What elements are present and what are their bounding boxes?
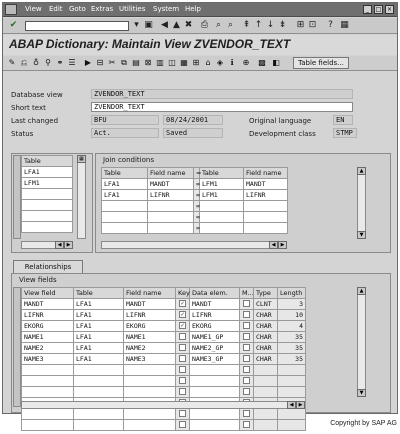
documentation-icon[interactable]: ◈ <box>216 58 224 67</box>
vf-view-field-cell[interactable] <box>22 365 74 376</box>
join-scroll-up-icon[interactable]: ▲ <box>357 167 366 175</box>
relationships-icon[interactable]: ⊞ <box>192 58 200 67</box>
last-changed-label: Last changed <box>11 117 59 125</box>
join-horizontal-scrollbar[interactable] <box>101 241 287 249</box>
vf-field-name-cell[interactable]: MANDT <box>124 299 176 310</box>
page-title: ABAP Dictionary: Maintain View ZVENDOR_TEXT <box>9 37 291 51</box>
join-eq-cell: = <box>194 201 200 212</box>
vf-data-elem-cell[interactable]: EKORG <box>190 321 240 332</box>
vf-col-key: Key <box>176 288 190 299</box>
join-col-field-name: Field name <box>148 168 194 179</box>
status-field: Act. <box>91 128 159 138</box>
vf-data-elem-cell[interactable]: NAME3_GP <box>190 354 240 365</box>
join-table1-cell[interactable] <box>102 212 148 223</box>
join-field1-cell[interactable]: MANDT <box>148 179 194 190</box>
vf-field-name-cell[interactable] <box>124 420 176 431</box>
command-dropdown-icon[interactable]: ▾ <box>134 20 139 30</box>
key-checkbox[interactable] <box>179 344 186 351</box>
table-row <box>22 321 306 332</box>
find-next-icon[interactable]: ⌕ <box>227 20 234 30</box>
key-checkbox[interactable] <box>179 366 186 373</box>
original-language-label: Original language <box>249 117 312 125</box>
where-used-icon[interactable]: ⚭ <box>56 58 64 67</box>
vf-length-cell <box>278 376 306 387</box>
vf-data-elem-cell[interactable]: LIFNR <box>190 310 240 321</box>
menu-view[interactable]: View <box>25 5 42 13</box>
first-page-icon[interactable]: ⇞ <box>242 20 251 30</box>
join-field1-cell[interactable] <box>148 212 194 223</box>
vf-m-cell[interactable] <box>240 376 254 387</box>
m-checkbox[interactable] <box>243 333 250 340</box>
sap-window-menu-icon[interactable] <box>5 4 17 15</box>
display-variant-icon[interactable]: ◧ <box>272 58 280 67</box>
vf-type-cell <box>254 387 278 398</box>
table-row[interactable] <box>22 200 73 211</box>
find-icon[interactable]: ⌕ <box>215 20 222 30</box>
vf-key-cell[interactable] <box>176 310 190 321</box>
key-checkbox[interactable] <box>179 388 186 395</box>
short-text-field[interactable]: ZVENDOR_TEXT <box>91 102 353 112</box>
join-table2-cell[interactable] <box>200 223 244 234</box>
join-scroll-down-icon[interactable]: ▼ <box>357 231 366 239</box>
object-list-icon[interactable]: ☰ <box>68 58 76 67</box>
join-eq-cell: = <box>194 212 200 223</box>
select-all-icon[interactable]: ▥ <box>156 58 164 67</box>
vf-type-cell: CHAR <box>254 354 278 365</box>
graphic-icon[interactable]: ⌂ <box>205 58 211 67</box>
join-field2-cell[interactable]: MANDT <box>244 179 288 190</box>
join-table1-cell[interactable] <box>102 201 148 212</box>
scroll-right-icon[interactable]: ▶ <box>64 241 73 249</box>
print-icon[interactable]: ⎙ <box>200 20 209 30</box>
table-row[interactable] <box>22 211 73 222</box>
vf-key-cell[interactable] <box>176 387 190 398</box>
menu-system[interactable]: System <box>153 5 180 13</box>
copyright-notice: Copyright by SAP AG <box>330 420 397 427</box>
vf-scroll-right-icon[interactable]: ▶ <box>296 401 305 409</box>
vf-field-name-cell[interactable] <box>124 365 176 376</box>
vf-vertical-scrollbar[interactable] <box>357 287 366 397</box>
join-table1-cell[interactable]: LFA1 <box>102 179 148 190</box>
vf-length-cell: 35 <box>278 343 306 354</box>
vf-field-name-cell[interactable] <box>124 409 176 420</box>
vf-table-cell[interactable]: LFA1 <box>74 299 124 310</box>
view-fields-row-selector-column[interactable] <box>13 287 21 407</box>
status-label: Status <box>11 130 34 138</box>
tables-table <box>21 155 73 233</box>
vf-type-cell <box>254 420 278 431</box>
back-icon[interactable]: ◀ <box>161 20 168 30</box>
vf-length-cell <box>278 365 306 376</box>
vf-table-cell[interactable] <box>74 420 124 431</box>
vf-data-elem-cell[interactable] <box>190 376 240 387</box>
join-eq-cell: = <box>194 190 200 201</box>
join-scroll-left-icon[interactable]: ◀ <box>269 241 278 249</box>
table-row[interactable] <box>22 189 73 200</box>
vf-m-cell[interactable] <box>240 420 254 431</box>
vf-data-elem-cell[interactable] <box>190 387 240 398</box>
join-field2-cell[interactable]: LIFNR <box>244 190 288 201</box>
vf-key-cell[interactable] <box>176 299 190 310</box>
join-field1-cell[interactable]: LIFNR <box>148 190 194 201</box>
key-checkbox[interactable]: ✓ <box>180 300 185 307</box>
menu-help[interactable]: Help <box>185 5 201 13</box>
logo-icon[interactable]: ▩ <box>258 58 266 67</box>
table-row[interactable] <box>22 222 73 233</box>
vf-table-cell[interactable]: LFA1 <box>74 332 124 343</box>
vf-m-cell[interactable] <box>240 387 254 398</box>
vf-view-field-cell[interactable]: EKORG <box>22 321 74 332</box>
last-page-icon[interactable]: ⇟ <box>278 20 287 30</box>
vf-field-name-cell[interactable]: NAME1 <box>124 332 176 343</box>
vf-data-elem-cell[interactable] <box>190 420 240 431</box>
vf-m-cell[interactable] <box>240 321 254 332</box>
vf-m-cell[interactable] <box>240 299 254 310</box>
m-checkbox[interactable] <box>243 322 250 329</box>
table-row <box>22 299 306 310</box>
vf-data-elem-cell[interactable] <box>190 409 240 420</box>
key-checkbox[interactable] <box>179 333 186 340</box>
generate-icon[interactable]: ⊕ <box>242 58 250 67</box>
vf-table-cell[interactable] <box>74 387 124 398</box>
table-row <box>22 354 306 365</box>
table-row <box>22 387 306 398</box>
vf-length-cell <box>278 387 306 398</box>
status-saved-field: Saved <box>163 128 223 138</box>
m-checkbox[interactable] <box>243 300 250 307</box>
join-field2-cell[interactable] <box>244 212 288 223</box>
vf-field-name-cell[interactable]: LIFNR <box>124 310 176 321</box>
vf-field-name-cell[interactable]: NAME3 <box>124 354 176 365</box>
vf-col-data-elem: Data elem. <box>190 288 240 299</box>
table-row <box>102 179 288 190</box>
tab-relationships[interactable]: Relationships <box>13 260 83 273</box>
table-row <box>102 190 288 201</box>
vf-col-m: M... <box>240 288 254 299</box>
key-checkbox[interactable] <box>179 377 186 384</box>
vf-length-cell: 3 <box>278 299 306 310</box>
cancel-icon[interactable]: ✖ <box>184 20 193 30</box>
minimize-button[interactable]: _ <box>363 5 372 14</box>
check-icon[interactable]: ♁ <box>33 58 39 67</box>
info-icon[interactable]: ℹ <box>230 58 234 67</box>
join-table1-cell[interactable]: LFA1 <box>102 190 148 201</box>
key-checkbox[interactable]: ✓ <box>180 322 185 329</box>
vf-field-name-cell[interactable] <box>124 387 176 398</box>
table-row <box>22 409 306 420</box>
vf-col-length: Length <box>278 288 306 299</box>
join-eq-cell: = <box>194 179 200 190</box>
vf-view-field-cell[interactable] <box>22 376 74 387</box>
vf-data-elem-cell[interactable] <box>190 365 240 376</box>
command-field[interactable] <box>25 21 129 31</box>
vf-table-cell[interactable]: LFA1 <box>74 343 124 354</box>
menu-extras[interactable]: Extras <box>91 5 114 13</box>
menu-bar <box>3 3 397 17</box>
vf-m-cell[interactable] <box>240 354 254 365</box>
execute-icon[interactable]: ▶ <box>84 58 92 67</box>
vf-length-cell <box>278 409 306 420</box>
vf-length-cell <box>278 420 306 431</box>
join-col-equals: = <box>194 168 200 179</box>
delete-row-icon[interactable]: ⊠ <box>144 58 152 67</box>
vf-field-name-cell[interactable]: EKORG <box>124 321 176 332</box>
vf-view-field-cell[interactable]: LIFNR <box>22 310 74 321</box>
table-fields-button[interactable]: Table fields... <box>293 57 349 69</box>
other-object-icon[interactable]: ⎌ <box>20 58 28 67</box>
tables-vertical-scrollbar[interactable] <box>77 155 86 239</box>
vf-m-cell[interactable] <box>240 310 254 321</box>
table-row <box>22 343 306 354</box>
vf-type-cell <box>254 365 278 376</box>
vf-table-cell[interactable] <box>74 409 124 420</box>
m-checkbox[interactable] <box>243 410 250 417</box>
vf-type-cell <box>254 409 278 420</box>
vf-type-cell: CHAR <box>254 321 278 332</box>
insert-row-icon[interactable]: ⊟ <box>96 58 104 67</box>
tables-row-selector-column[interactable] <box>13 155 21 239</box>
key-checkbox[interactable]: ✓ <box>180 311 185 318</box>
vf-m-cell[interactable] <box>240 343 254 354</box>
vf-col-field-name: Field name <box>124 288 176 299</box>
standard-toolbar <box>3 18 397 34</box>
table-row <box>22 310 306 321</box>
table-settings-icon[interactable]: ▦ <box>77 155 86 163</box>
vf-horizontal-scrollbar[interactable] <box>21 401 305 409</box>
m-checkbox[interactable] <box>243 377 250 384</box>
copy-icon[interactable]: ⧉ <box>121 58 127 67</box>
vf-view-field-cell[interactable]: NAME2 <box>22 343 74 354</box>
join-table2-cell[interactable]: LFM1 <box>200 179 244 190</box>
join-table2-cell[interactable]: LFM1 <box>200 190 244 201</box>
join-col-field-name2: Field name <box>244 168 288 179</box>
layout-menu-icon[interactable]: ▦ <box>340 20 349 30</box>
join-field1-cell[interactable] <box>148 223 194 234</box>
vf-type-cell: CLNT <box>254 299 278 310</box>
vf-key-cell[interactable] <box>176 420 190 431</box>
join-col-table2: Table <box>200 168 244 179</box>
vf-type-cell: CHAR <box>254 332 278 343</box>
vf-length-cell: 35 <box>278 354 306 365</box>
vf-view-field-cell[interactable] <box>22 420 74 431</box>
vf-scroll-left-icon[interactable]: ◀ <box>287 401 296 409</box>
join-conditions-title: Join conditions <box>103 156 154 164</box>
menu-edit[interactable]: Edit <box>49 5 63 13</box>
m-checkbox[interactable] <box>243 366 250 373</box>
last-changed-date-field: 08/24/2001 <box>163 115 223 125</box>
vf-table-cell[interactable]: LFA1 <box>74 310 124 321</box>
table-icon[interactable]: ▦ <box>180 58 188 67</box>
vf-m-cell[interactable] <box>240 332 254 343</box>
next-page-icon[interactable]: ↓ <box>266 20 275 30</box>
vf-view-field-cell[interactable]: NAME3 <box>22 354 74 365</box>
vf-key-cell[interactable] <box>176 354 190 365</box>
vf-view-field-cell[interactable]: MANDT <box>22 299 74 310</box>
join-scroll-right-icon[interactable]: ▶ <box>278 241 287 249</box>
vf-scroll-up-icon[interactable]: ▲ <box>357 287 366 295</box>
vf-table-cell[interactable]: LFA1 <box>74 321 124 332</box>
key-checkbox[interactable] <box>179 355 186 362</box>
database-view-field: ZVENDOR_TEXT <box>91 89 353 99</box>
vf-scroll-down-icon[interactable]: ▼ <box>357 389 366 397</box>
join-table2-cell[interactable] <box>200 212 244 223</box>
vf-key-cell[interactable] <box>176 409 190 420</box>
menu-utilities[interactable]: Utilities <box>119 5 146 13</box>
exit-icon[interactable]: ▲ <box>173 20 180 30</box>
application-toolbar <box>3 56 397 71</box>
table-row <box>102 201 288 212</box>
vf-m-cell[interactable] <box>240 409 254 420</box>
database-view-label: Database view <box>11 91 63 99</box>
vf-type-cell: CHAR <box>254 310 278 321</box>
vf-data-elem-cell[interactable]: NAME2_GP <box>190 343 240 354</box>
join-field2-cell[interactable] <box>244 201 288 212</box>
tables-header: Table <box>22 156 73 167</box>
table-row <box>22 365 306 376</box>
key-checkbox[interactable] <box>179 421 186 428</box>
vf-view-field-cell[interactable]: NAME1 <box>22 332 74 343</box>
table-row[interactable]: LFA1 <box>22 167 73 178</box>
join-table2-cell[interactable] <box>200 201 244 212</box>
maximize-button[interactable]: □ <box>375 6 382 13</box>
vf-field-name-cell[interactable] <box>124 376 176 387</box>
title-bar <box>3 35 397 55</box>
vf-key-cell[interactable] <box>176 343 190 354</box>
activate-icon[interactable]: ⚲ <box>45 58 51 67</box>
vf-key-cell[interactable] <box>176 365 190 376</box>
table-row <box>22 376 306 387</box>
vf-data-elem-cell[interactable]: MANDT <box>190 299 240 310</box>
vf-table-cell[interactable]: LFA1 <box>74 354 124 365</box>
short-text-label: Short text <box>11 104 46 112</box>
table-row <box>22 420 306 431</box>
vf-view-field-cell[interactable] <box>22 409 74 420</box>
vf-key-cell[interactable] <box>176 321 190 332</box>
development-class-label: Development class <box>249 130 316 138</box>
vf-type-cell: CHAR <box>254 343 278 354</box>
vf-col-view-field: View field <box>22 288 74 299</box>
vf-table-cell[interactable] <box>74 365 124 376</box>
m-checkbox[interactable] <box>243 388 250 395</box>
vf-key-cell[interactable] <box>176 376 190 387</box>
paste-icon[interactable]: ▤ <box>132 58 140 67</box>
join-vertical-scrollbar[interactable] <box>357 167 366 239</box>
join-conditions-table <box>101 167 288 234</box>
vf-view-field-cell[interactable] <box>22 387 74 398</box>
table-row <box>22 332 306 343</box>
development-class-field: STMP <box>333 128 357 138</box>
table-row <box>102 212 288 223</box>
vf-type-cell <box>254 376 278 387</box>
vf-data-elem-cell[interactable]: NAME1_GP <box>190 332 240 343</box>
save-icon[interactable]: ▣ <box>144 20 153 30</box>
join-table1-cell[interactable] <box>102 223 148 234</box>
vf-length-cell: 10 <box>278 310 306 321</box>
enter-icon[interactable]: ✔ <box>9 20 18 30</box>
menu-goto[interactable]: Goto <box>69 5 86 13</box>
deselect-icon[interactable]: ◫ <box>168 58 176 67</box>
view-fields-table <box>21 287 306 431</box>
join-col-table: Table <box>102 168 148 179</box>
close-button[interactable]: × <box>386 6 393 13</box>
shortcut-icon[interactable]: ⊡ <box>308 20 317 30</box>
last-changed-user-field: BFU <box>91 115 159 125</box>
vf-col-type: Type <box>254 288 278 299</box>
scroll-left-icon[interactable]: ◀ <box>55 241 64 249</box>
display-change-icon[interactable]: ✎ <box>8 58 16 67</box>
vf-field-name-cell[interactable]: NAME2 <box>124 343 176 354</box>
key-checkbox[interactable] <box>179 410 186 417</box>
vf-length-cell: 4 <box>278 321 306 332</box>
join-field2-cell[interactable] <box>244 223 288 234</box>
sap-window <box>2 2 398 414</box>
table-row[interactable]: LFM1 <box>22 178 73 189</box>
vf-m-cell[interactable] <box>240 365 254 376</box>
vf-col-table: Table <box>74 288 124 299</box>
join-field1-cell[interactable] <box>148 201 194 212</box>
m-checkbox[interactable] <box>243 311 250 318</box>
new-session-icon[interactable]: ⊞ <box>296 20 305 30</box>
vf-length-cell: 35 <box>278 332 306 343</box>
previous-page-icon[interactable]: ↑ <box>254 20 263 30</box>
m-checkbox[interactable] <box>243 421 250 428</box>
vf-key-cell[interactable] <box>176 332 190 343</box>
help-icon[interactable]: ? <box>328 20 333 30</box>
join-eq-cell: = <box>194 223 200 234</box>
original-language-field: EN <box>333 115 353 125</box>
m-checkbox[interactable] <box>243 344 250 351</box>
cut-icon[interactable]: ✂ <box>108 58 116 67</box>
vf-table-cell[interactable] <box>74 376 124 387</box>
m-checkbox[interactable] <box>243 355 250 362</box>
table-row <box>102 223 288 234</box>
view-fields-title: View fields <box>19 276 57 284</box>
